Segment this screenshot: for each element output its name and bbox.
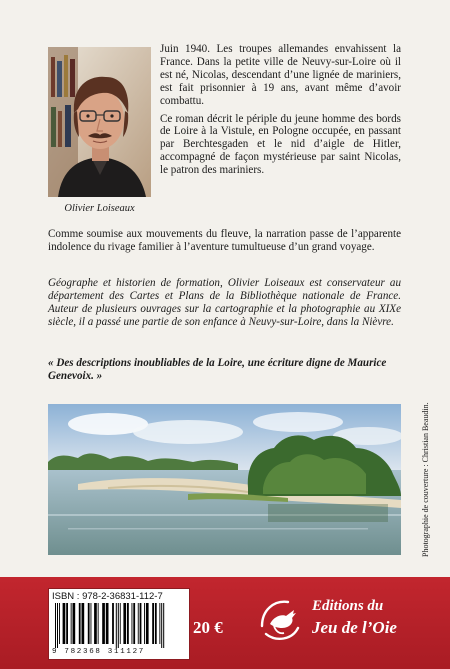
barcode [53, 603, 185, 648]
author-caption: Olivier Loiseaux [64, 203, 135, 214]
price: 20 € [193, 618, 223, 637]
author-photo [48, 47, 151, 197]
narration-paragraph: Comme soumise aux mouvements du fleuve, la narration passe de l’apparente indolence du rivage familier à l’aventure tumultueuse d’un grand voyage. [48, 228, 401, 253]
barcode-digits: 9 782368 311127 [52, 648, 146, 656]
publisher-line-1: Editions du [312, 598, 384, 614]
author-bio: Géographe et historien de formation, Olivier Loiseaux est conservateur au département des Cartes et Plans de la Bibliothèque nationale de France. Auteur de plusieurs ouvrages sur la cartographie et la photographie au XIXe siècle, il a passé une partie de son enfance à Neuvy-sur-Loire, dans la Nièvre. [48, 277, 401, 328]
intro-paragraph: Ce roman décrit le périple du jeune homme des bords de Loire à la Vistule, en Pologne occupée, en passant par Berchtesgaden et le nid d’aigle de Hitler, accompagné de façon mystérieuse par saint Nicolas, le patron des mariniers. [160, 112, 401, 177]
intro-paragraph: Juin 1940. Les troupes allemandes envahissent la France. Dans la petite ville de Neuvy-sur-Loire où il est né, Nicolas, descendant d’une lignée de mariniers, est fait prisonnier à 19 ans, avant même d’avoir combattu. [160, 43, 401, 107]
publisher-line-2: Jeu de l’Oie [312, 618, 397, 637]
publisher-goose-icon [256, 596, 304, 644]
barcode-box [48, 588, 190, 660]
isbn-label: ISBN : 978-2-36831-112-7 [52, 591, 163, 602]
intro-text [160, 43, 401, 177]
loire-landscape-photo [48, 404, 401, 555]
publisher-name [312, 596, 397, 638]
press-quote: « Des descriptions inoubliables de la Loire, une écriture digne de Maurice Genevoix. » [48, 357, 387, 382]
photo-credit: Photographie de couverture : Christian Beaudin. [421, 402, 430, 557]
